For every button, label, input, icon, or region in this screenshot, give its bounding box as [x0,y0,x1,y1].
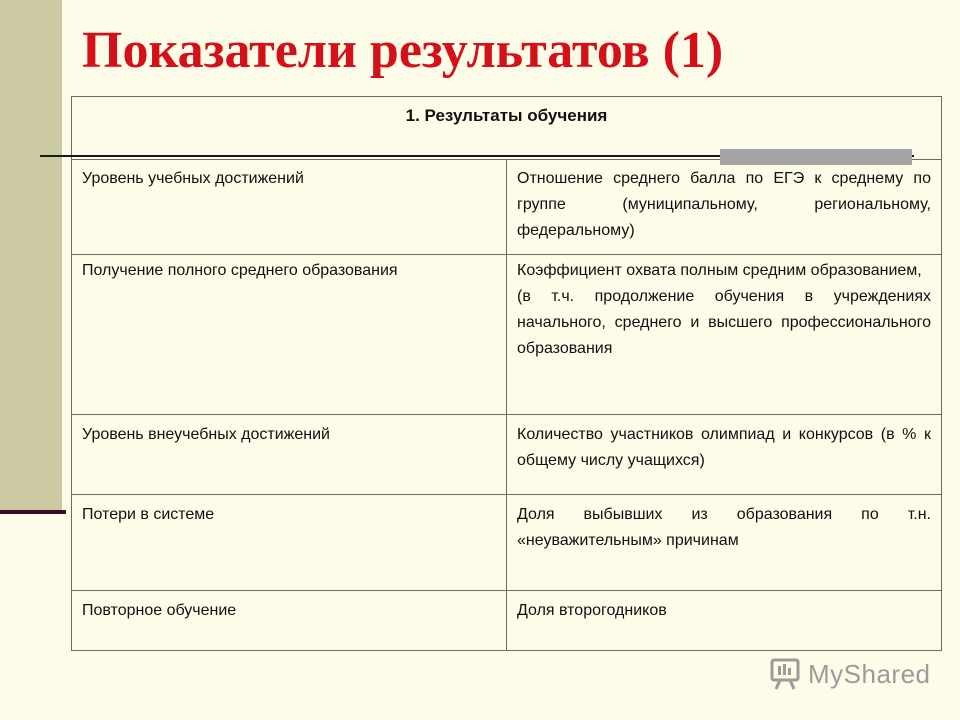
measure-cell [507,255,942,415]
measure-line: (в т.ч. продолжение обучения в учреждениях начального, среднего и высшего профессионального образования [517,288,931,357]
decorative-side-bar [0,0,62,512]
indicator-cell: Уровень учебных достижений [72,160,507,255]
table-header: 1. Результаты обучения [72,97,942,160]
indicator-cell: Потери в системе [72,495,507,591]
table-row [72,495,942,591]
table-row [72,591,942,651]
indicator-cell: Получение полного среднего образования [72,255,507,415]
indicator-cell: Уровень внеучебных достижений [72,415,507,495]
measure-cell: Доля второгодников [507,591,942,651]
slide-title: Показатели результатов (1) [82,22,724,79]
results-table [71,96,942,651]
header-accent-bar [720,149,912,165]
measure-cell: Количество участников олимпиад и конкурсов (в % к общему числу учащихся) [507,415,942,495]
watermark-text: MyShared [808,658,931,689]
table-row [72,255,942,415]
watermark-logo [768,654,931,694]
measure-line: Коэффициент охвата полным средним образованием, [517,262,922,279]
indicator-cell: Повторное обучение [72,591,507,651]
measure-cell: Доля выбывших из образования по т.н. «неуважительным» причинам [507,495,942,591]
presentation-board-icon [768,657,802,691]
measure-cell: Отношение среднего балла по ЕГЭ к среднему по группе (муниципальному, региональному, федеральному) [507,160,942,255]
table-row [72,160,942,255]
table-row [72,415,942,495]
decorative-side-line [0,510,66,514]
